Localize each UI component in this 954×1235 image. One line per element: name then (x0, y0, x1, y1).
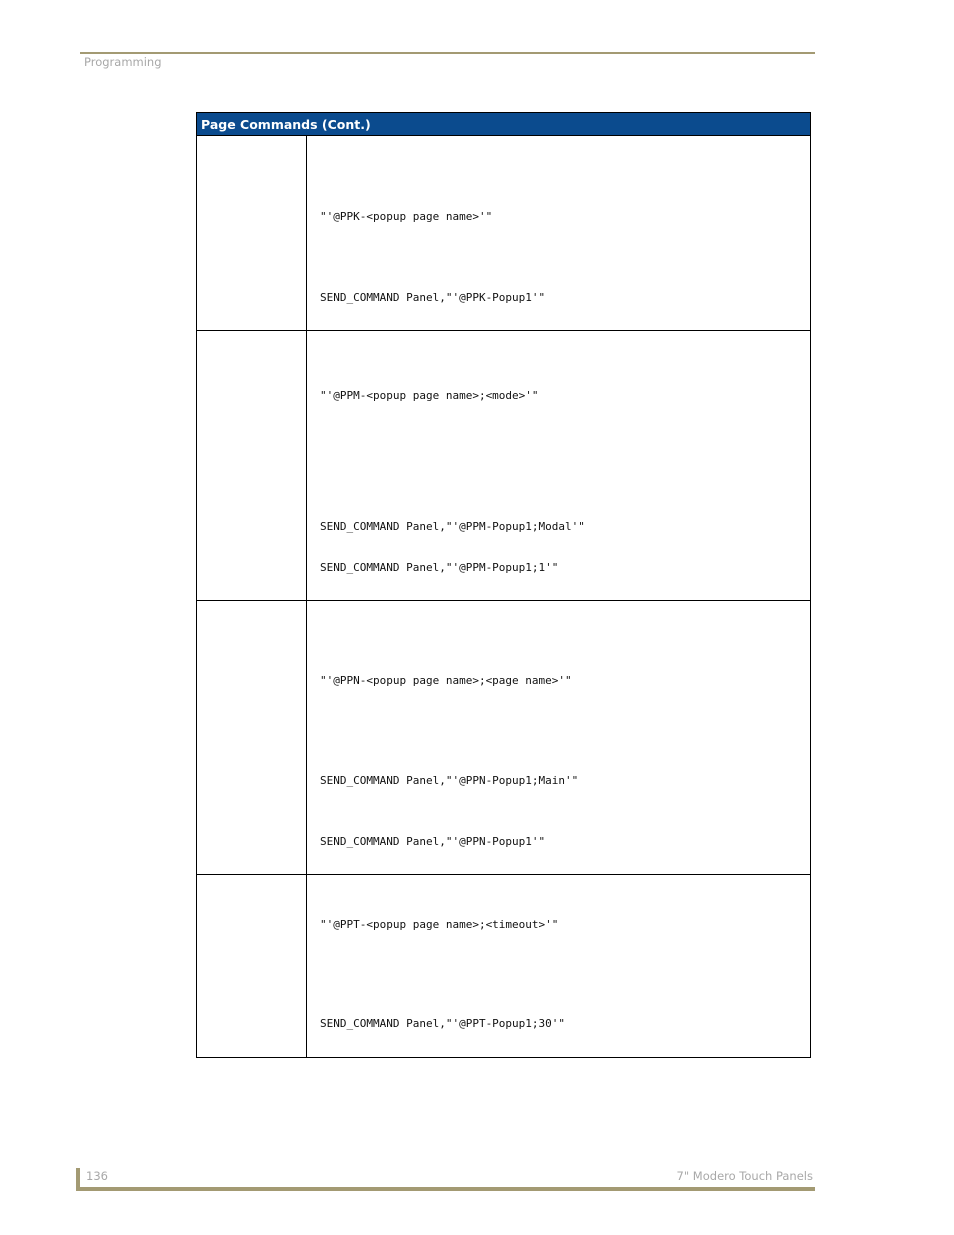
page-number: 136 (86, 1169, 108, 1183)
table-row (197, 136, 811, 331)
example-line: SEND_COMMAND Panel,"'@PPN-Popup1;Main'" (320, 774, 579, 787)
syntax-line: "'@PPN-<popup page name>;<page name>'" (320, 674, 572, 687)
example-line: SEND_COMMAND Panel,"'@PPT-Popup1;30'" (320, 1017, 566, 1030)
top-rule (80, 52, 815, 54)
syntax-line: "'@PPK-<popup page name>'" (320, 210, 493, 223)
table-title: Page Commands (Cont.) (197, 113, 811, 136)
page-commands-table (196, 112, 811, 1058)
command-detail-cell (307, 136, 811, 331)
table-row (197, 601, 811, 875)
example-line: SEND_COMMAND Panel,"'@PPM-Popup1;1'" (320, 561, 559, 574)
example-line: SEND_COMMAND Panel,"'@PPK-Popup1'" (320, 291, 546, 304)
syntax-line: "'@PPM-<popup page name>;<mode>'" (320, 389, 539, 402)
command-detail-cell (307, 601, 811, 875)
table-header-row (197, 113, 811, 136)
bottom-rule (80, 1187, 815, 1191)
table-row (197, 331, 811, 601)
table-row (197, 875, 811, 1058)
document-title: 7" Modero Touch Panels (676, 1169, 813, 1183)
command-name-cell (197, 136, 307, 331)
command-detail-cell (307, 331, 811, 601)
command-detail-cell (307, 875, 811, 1058)
command-name-cell (197, 601, 307, 875)
syntax-line: "'@PPT-<popup page name>;<timeout>'" (320, 918, 559, 931)
command-name-cell (197, 331, 307, 601)
example-line: SEND_COMMAND Panel,"'@PPN-Popup1'" (320, 835, 546, 848)
section-label: Programming (84, 55, 162, 69)
example-line: SEND_COMMAND Panel,"'@PPM-Popup1;Modal'" (320, 520, 585, 533)
command-name-cell (197, 875, 307, 1058)
